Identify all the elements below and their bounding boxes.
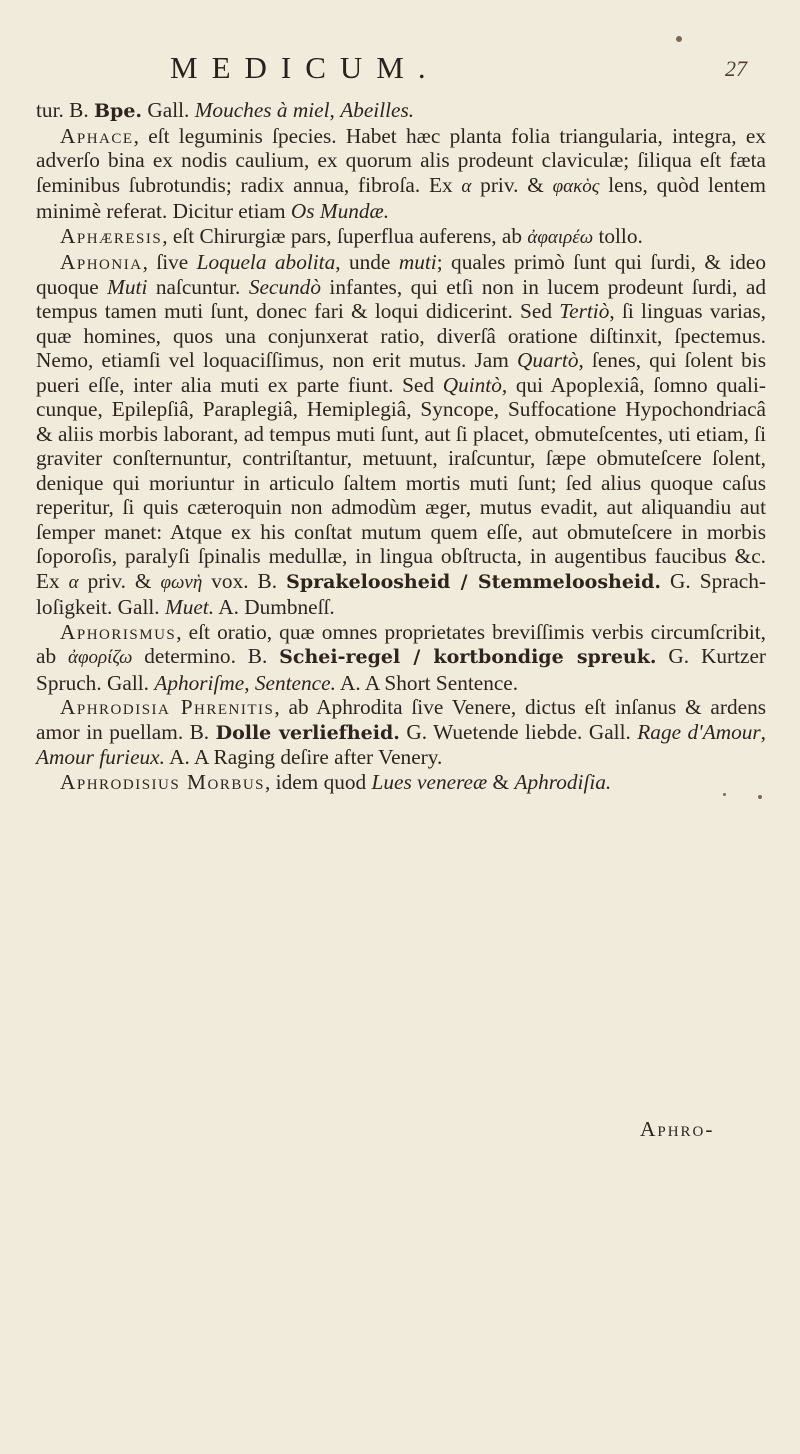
entry-aphonia (36, 250, 766, 620)
headword: Aphace (60, 123, 134, 148)
entry-aphace (36, 124, 766, 224)
italic-text: Tertiò (559, 299, 610, 323)
text-run: G. Wuetende liebde. Gall. (399, 719, 638, 744)
text-run: , ab Aphrodita ſive Venere, dictus eſt inſanus & ardens amor in puellam. B. (36, 695, 767, 744)
entry-continuation (36, 98, 766, 124)
text-run: , qui Apoplexiâ, ſomno qualicunque, Epilepſiâ, Paraplegiâ, Hemiplegiâ, Syncope, Suffocatione Hypochondriacâ & aliis morbis laborant, ad tempus muti ſunt, aut ſi placet, obmuteſcentes, uti etiam, ſi graviter conſternuntur, contriſtantur, metuunt, iraſcuntur, ſæpe obmuteſcere ſolent, denique qui moriuntur in articulo ſaltem mortis muti ſunt; ſed alius quoque caſus reperitur, ſi quis cæteroquin non admodùm æger, mutus evadit, aut aliquandiu aut ſemper manet: Atque ex his conſtat mutum quem eſſe, aut obmuteſcere in morbis ſoporoſis, paralyſi ſpinalis medullæ, in lingua obſtructa, in augentibus faucibus &c. Ex (36, 372, 766, 593)
ink-speck (758, 795, 762, 799)
dictionary-text (36, 98, 766, 794)
text-run: G. Sprachloſigkeit. Gall. (36, 568, 766, 619)
page-header (0, 48, 800, 92)
text-run: lens, quòd lentem minimè referat. Dicitur etiam (36, 172, 766, 223)
page-number: 27 (725, 56, 747, 81)
blackletter-text: Bpe. (93, 100, 143, 122)
blackletter-text: Sprakeloosheid / Stemmeloosheid. (286, 570, 662, 593)
text-run: , (329, 98, 341, 122)
blackletter-text: Dolle verliefheid. (215, 721, 400, 744)
italic-text: Os Mundæ. (290, 199, 390, 223)
text-run: determino. B. (132, 644, 280, 668)
text-run: , eſt leguminis ſpecies. Habet hæc planta folia triangularia, integra, ex adverſo bina ex nodis caulium, ex quorum alis prodeunt claviculæ; ſiliqua eſt fæta ſeminibus ſubrotundis; radix annua, fibroſa. Ex (36, 123, 766, 197)
italic-text: Rage d'Amour (637, 719, 761, 744)
italic-text: Muet. (164, 595, 215, 619)
text-run: vox. B. (202, 568, 287, 593)
greek-text: α (68, 571, 79, 593)
text-run: tur. B. (36, 98, 94, 122)
italic-text: Loquela abolita (196, 250, 336, 274)
italic-text: Aphrodiſia. (514, 769, 612, 794)
text-run: ; quales primò ſunt qui ſurdi, & ideo quoque (36, 250, 766, 299)
italic-text: Quartò (516, 348, 579, 372)
text-run: , idem quod (265, 769, 372, 794)
catchword: Aphro- (640, 1117, 715, 1141)
text-run: , (244, 670, 255, 695)
italic-text: Amour furieux. (36, 745, 165, 769)
italic-text: Lues venereæ (371, 769, 488, 794)
headword: Aphrodisia Phrenitis (60, 695, 275, 719)
text-run: naſcuntur. (147, 274, 249, 299)
ink-speck (676, 36, 682, 42)
text-run: , eſt Chirurgiæ pars, ſuperflua auferens, ab (162, 223, 528, 248)
greek-text: α (461, 175, 472, 197)
running-head: MEDICUM. (170, 50, 440, 85)
greek-text: ἀφορίζω (67, 647, 133, 668)
text-run: , ſi linguas varias, quæ homines, quos una conjunxerat ratio, diverſâ oratione diſtinxit, ſpectemus. Nemo, etiamſi vel loquaciſſimus, non erit mutus. Jam (36, 299, 766, 372)
headword: Aphorismus (60, 619, 177, 644)
entry-aphaeresis (36, 224, 766, 251)
italic-text: Quintò (442, 372, 502, 397)
headword: Aphæresis (60, 223, 163, 248)
text-run: , (760, 719, 766, 744)
italic-text: Abeilles. (340, 98, 415, 122)
text-run: A. Dumbneſſ. (214, 595, 335, 619)
italic-text: Aphoriſme (154, 670, 245, 695)
text-run: A. A Raging deſire after Venery. (164, 745, 443, 769)
greek-text: φακὸς (552, 175, 600, 197)
text-run: , ſive (142, 250, 197, 274)
text-run: , eſt oratio, quæ omnes proprietates breviſſimis verbis circumſcribit, ab (36, 619, 766, 668)
italic-text: muti (398, 250, 437, 274)
headword: Aphonia (60, 250, 143, 274)
text-run: Gall. (142, 98, 195, 122)
text-run: A. A Short Sentence. (335, 670, 519, 695)
text-run: , ſenes, qui ſolent bis pueri eſſe, inter alia muti ex parte fiunt. Sed (36, 348, 767, 397)
text-run: tollo. (593, 223, 643, 248)
blackletter-text: Schei-regel / kortbondige spreuk. (279, 646, 657, 668)
ink-speck (723, 793, 726, 796)
text-run: infantes, qui etſi non in lucem prodeunt ſurdi, ad tempus tamen muti ſunt, donec fari & loqui didicerint. Sed (36, 274, 766, 323)
text-run: , unde (335, 250, 399, 274)
greek-text: ἀφαιρέω (527, 226, 594, 248)
italic-text: Sentence. (254, 670, 336, 695)
headword: Aphrodisius Morbus (60, 769, 266, 794)
entry-aphrodisia-phrenitis (36, 695, 766, 770)
text-run: priv. & (471, 172, 553, 197)
entry-aphrodisius-morbus (36, 770, 766, 795)
italic-text: Mouches à miel (194, 98, 330, 122)
entry-aphorismus (36, 620, 766, 696)
text-run: priv. & (78, 568, 161, 593)
text-run: G. Kurtzer Spruch. Gall. (36, 644, 766, 695)
greek-text: φωνὴ (160, 571, 203, 593)
italic-text: Secundò (248, 274, 321, 299)
italic-text: Muti (107, 274, 148, 299)
text-run: & (487, 769, 515, 794)
